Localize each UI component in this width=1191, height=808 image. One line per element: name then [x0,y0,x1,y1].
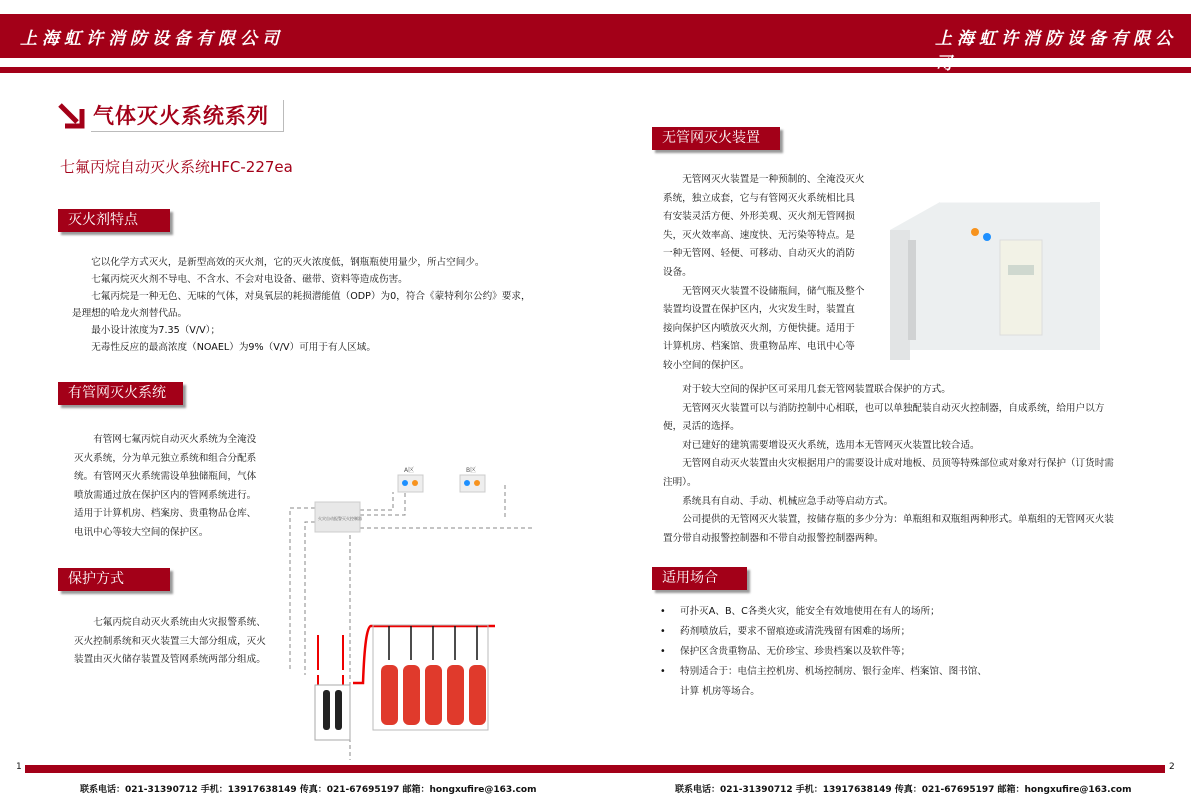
heading-piped-system: 有管网灭火系统 [58,382,183,405]
controller-label: 火灾自动报警灭火控制器 [318,516,362,521]
product-subtitle: 七氟丙烷自动灭火系统HFC-227ea [60,158,293,176]
protection-text: 七氟丙烷自动灭火系统由火灾报警系统、 灭火控制系统和灭火装置三大部分组成，灭火 装置由灭火储存装置及管网系统两部分组成。 [74,617,266,666]
pipeless-text: 无管网灭火装置是一种预制的、全淹没灭火 系统，独立成套，它与有管网灭火系统相比具 有安装灵活方便、外形美观、灭火剂无管网损 失，灭火效率高、速度快、无污染等特点。是 一种无管网、轻便、可移动、自动灭火的消防 设备。 无管网灭火装置不设储瓶间，储气瓶及整个 装置均设置在保护区内，火灾发生时，装置直 接向保护区内喷放灭火剂，方便快捷。适用于 计算机房、档案馆、贵重物品库、电讯中心等 较小空间的保护区。 [663,174,865,371]
footer-bar [25,765,1165,773]
pipeless-more-text: 对于较大空间的保护区可采用几套无管网装置联合保护的方式。 无管网灭火装置可以与消防控制中心相联，也可以单独配装自动灭火控制器，自成系统，给用户以方 便，灵活的选择。 对已建好的建筑需要增设灭火系统，选用本无管网灭火装置比较合适。 无管网自动灭火装置由火灾根据用户的需要设计成对地板、员顶等特殊部位或对象对行保护（订货时需 注明）。 系统具有自动、手动、机械应急手动等启动方式。 公司提供的无管网灭火装置，按储存瓶的多少分为：单瓶组和双瓶组两种形式。单瓶组的无管网灭火装 置分带自动报警控制器和不带自动报警控制器两种。 [663,384,1114,544]
page-number-right: 2 [1169,762,1175,772]
heading-pipeless: 无管网灭火装置 [652,127,780,150]
series-title: 气体灭火系统系列 [57,100,284,132]
zone-a-label: A区 [404,467,415,474]
heading-applications: 适用场合 [652,567,747,590]
agent-features-text: 它以化学方式灭火，是新型高效的灭火剂，它的灭火浓度低，钢瓶瓶使用量少，所占空间少。 七氟丙烷灭火剂不导电、不含水、不会对电设备、磁带、资料等造成伤害。 七氟丙烷是一种无色、无味的气体，对臭氧层的耗损潜能值（ODP）为0，符合《蒙特利尔公约》要求， 是理想的哈龙火剂替代品。 最小设计浓度为7.35（V/V）； 无毒性反应的最高浓度（NOAEL）为9%（V/V）可用于有人区域。 [72,257,531,353]
company-name-left: 上海虹许消防设备有限公司 [20,29,284,49]
contact-info-right: 联系电话：021-31390712 手机：13917638149 传真：021-67695197 邮箱：hongxufire@163.com [675,785,1132,795]
piped-system-diagram [285,460,535,760]
heading-agent-features: 灭火剂特点 [58,209,170,232]
arrow-down-right-icon [57,102,87,130]
list-item: • 可扑灭A、B、C各类火灾，能安全有效地使用在有人的场所； [660,606,940,617]
heading-protection: 保护方式 [58,568,170,591]
list-item: • 特别适合于：电信主控机房、机场控制房、银行金库、档案馆、图书馆、 [660,666,987,677]
contact-info-left: 联系电话：021-31390712 手机：13917638149 传真：021-67695197 邮箱：hongxufire@163.com [80,785,537,795]
applications-list: • 可扑灭A、B、C各类火灾，能安全有效地使用在有人的场所； • 药剂喷放后，要求不留痕迹或清洗残留有困难的场所； • 保护区含贵重物品、无价珍宝、珍贵档案以及软件等； • 特别适合于：电信主控机房、机场控制房、银行金库、档案馆、图书馆、 计算 机房等场合。 [660,602,987,702]
page-number-left: 1 [16,762,22,772]
pipeless-device-illustration [880,190,1100,360]
list-item: • 保护区含贵重物品、无价珍宝、珍贵档案以及软件等； [660,646,911,657]
company-name-right: 上海虹许消防设备有限公司 [935,29,1177,74]
zone-b-label: B区 [466,467,477,474]
list-item: • 药剂喷放后，要求不留痕迹或清洗残留有困难的场所； [660,626,911,637]
piped-system-text: 有管网七氟丙烷自动灭火系统为全淹没 灭火系统，分为单元独立系统和组合分配系 统。有管网灭火系统需设单独储瓶间，气体 喷放需通过放在保护区内的管网系统进行。 适用于计算机房、档案房、贵重物品仓库、 电讯中心等较大空间的保护区。 [74,434,257,538]
